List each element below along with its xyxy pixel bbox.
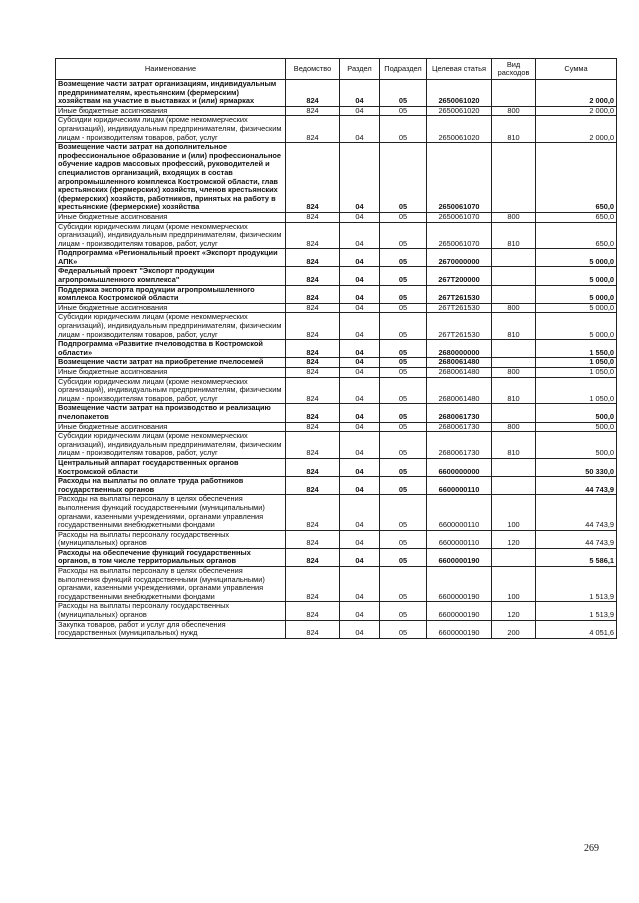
table-header [56,59,617,80]
cell-department: 824 [286,602,340,620]
cell-department: 824 [286,377,340,404]
cell-department: 824 [286,477,340,495]
cell-sum: 500,0 [536,404,617,422]
cell-section: 04 [340,477,380,495]
table-row [56,249,617,267]
cell-sum: 50 330,0 [536,458,617,476]
cell-target-article: 2650061070 [427,212,492,222]
table-row [56,80,617,107]
cell-department: 824 [286,422,340,432]
table-row [56,377,617,404]
cell-name: Поддержка экспорта продукции агропромышленного комплекса Костромской области [56,285,286,303]
cell-department: 824 [286,116,340,143]
cell-department: 824 [286,340,340,358]
cell-name: Расходы на выплаты персоналу государственных (муниципальных) органов [56,602,286,620]
cell-sum: 44 743,9 [536,477,617,495]
table-row [56,340,617,358]
cell-section: 04 [340,313,380,340]
table-row [56,285,617,303]
table-row [56,267,617,285]
cell-sum: 44 743,9 [536,530,617,548]
cell-sum: 5 000,0 [536,303,617,313]
cell-department: 824 [286,285,340,303]
cell-department: 824 [286,249,340,267]
cell-section: 04 [340,285,380,303]
cell-section: 04 [340,303,380,313]
cell-sum: 500,0 [536,432,617,459]
cell-expense-type: 200 [492,620,536,638]
cell-section: 04 [340,80,380,107]
cell-subsection: 05 [380,422,427,432]
header-row [56,59,617,80]
cell-section: 04 [340,249,380,267]
cell-section: 04 [340,432,380,459]
cell-target-article: 6600000190 [427,567,492,602]
cell-section: 04 [340,602,380,620]
table-row [56,212,617,222]
cell-department: 824 [286,620,340,638]
cell-subsection: 05 [380,495,427,530]
cell-sum: 1 050,0 [536,377,617,404]
cell-sum: 1 513,9 [536,567,617,602]
cell-section: 04 [340,340,380,358]
cell-target-article: 2650061070 [427,143,492,213]
header-section: Раздел [340,59,380,80]
table-row [56,222,617,249]
table-row [56,530,617,548]
cell-name: Иные бюджетные ассигнования [56,368,286,378]
table-row [56,495,617,530]
cell-department: 824 [286,567,340,602]
cell-expense-type [492,249,536,267]
cell-name: Иные бюджетные ассигнования [56,422,286,432]
cell-target-article: 267T261530 [427,285,492,303]
cell-expense-type: 120 [492,602,536,620]
cell-target-article: 2650061020 [427,106,492,116]
table-row [56,548,617,566]
cell-expense-type: 810 [492,222,536,249]
cell-expense-type: 120 [492,530,536,548]
table-row [56,313,617,340]
cell-name: Возмещение части затрат организациям, индивидуальным предпринимателям, крестьянским (фермерским) хозяйствам на участие в выставках и (или) ярмарках [56,80,286,107]
cell-subsection: 05 [380,106,427,116]
cell-name: Расходы на обеспечение функций государственных органов, в том числе территориальных органов [56,548,286,566]
cell-name: Иные бюджетные ассигнования [56,212,286,222]
cell-name: Расходы на выплаты персоналу государственных (муниципальных) органов [56,530,286,548]
cell-department: 824 [286,548,340,566]
cell-subsection: 05 [380,116,427,143]
cell-target-article: 267T261530 [427,303,492,313]
cell-expense-type [492,548,536,566]
cell-target-article: 2650061070 [427,222,492,249]
cell-section: 04 [340,106,380,116]
cell-expense-type: 810 [492,377,536,404]
cell-target-article: 2650061020 [427,80,492,107]
cell-subsection: 05 [380,340,427,358]
cell-target-article: 6600000190 [427,602,492,620]
cell-subsection: 05 [380,358,427,368]
cell-target-article: 2680061480 [427,377,492,404]
cell-section: 04 [340,377,380,404]
cell-department: 824 [286,267,340,285]
cell-name: Расходы на выплаты персоналу в целях обеспечения выполнения функций государственными (муниципальными) органами, казенными учреждениями, органами управления государственными внебюджетными фондами [56,495,286,530]
cell-section: 04 [340,567,380,602]
cell-expense-type: 800 [492,106,536,116]
cell-sum: 1 050,0 [536,368,617,378]
cell-department: 824 [286,303,340,313]
cell-expense-type: 810 [492,116,536,143]
cell-target-article: 6600000110 [427,530,492,548]
cell-subsection: 05 [380,404,427,422]
cell-name: Иные бюджетные ассигнования [56,106,286,116]
cell-name: Возмещение части затрат на приобретение пчелосемей [56,358,286,368]
cell-department: 824 [286,404,340,422]
cell-department: 824 [286,368,340,378]
table-row [56,404,617,422]
cell-sum: 2 000,0 [536,80,617,107]
cell-subsection: 05 [380,313,427,340]
page-number: 269 [584,843,599,854]
cell-expense-type: 800 [492,368,536,378]
table-row [56,602,617,620]
cell-section: 04 [340,404,380,422]
cell-target-article: 6600000190 [427,548,492,566]
cell-department: 824 [286,313,340,340]
cell-sum: 650,0 [536,143,617,213]
cell-target-article: 2650061020 [427,116,492,143]
cell-name: Иные бюджетные ассигнования [56,303,286,313]
table-row [56,620,617,638]
cell-name: Возмещение части затрат на производство и реализацию пчелопакетов [56,404,286,422]
cell-subsection: 05 [380,548,427,566]
cell-department: 824 [286,222,340,249]
cell-expense-type: 100 [492,495,536,530]
cell-sum: 1 513,9 [536,602,617,620]
cell-name: Подпрограмма «Развитие пчеловодства в Костромской области» [56,340,286,358]
cell-section: 04 [340,368,380,378]
cell-department: 824 [286,212,340,222]
cell-name: Субсидии юридическим лицам (кроме некоммерческих организаций), индивидуальным предпринимателям, физическим лицам - производителям товаров, работ, услуг [56,313,286,340]
cell-subsection: 05 [380,285,427,303]
cell-subsection: 05 [380,222,427,249]
cell-section: 04 [340,548,380,566]
cell-section: 04 [340,620,380,638]
cell-sum: 5 586,1 [536,548,617,566]
table-row [56,458,617,476]
cell-expense-type [492,404,536,422]
cell-target-article: 267T261530 [427,313,492,340]
cell-name: Расходы на выплаты по оплате труда работников государственных органов [56,477,286,495]
cell-name: Субсидии юридическим лицам (кроме некоммерческих организаций), индивидуальным предпринимателям, физическим лицам - производителям товаров, работ, услуг [56,377,286,404]
cell-name: Субсидии юридическим лицам (кроме некоммерческих организаций), индивидуальным предпринимателям, физическим лицам - производителям товаров, работ, услуг [56,222,286,249]
cell-expense-type: 800 [492,303,536,313]
cell-name: Федеральный проект "Экспорт продукции агропромышленного комплекса" [56,267,286,285]
cell-target-article: 6600000190 [427,620,492,638]
table-row [56,368,617,378]
header-target-article: Целевая статья [427,59,492,80]
cell-sum: 44 743,9 [536,495,617,530]
cell-sum: 5 000,0 [536,267,617,285]
cell-sum: 4 051,6 [536,620,617,638]
cell-name: Субсидии юридическим лицам (кроме некоммерческих организаций), индивидуальным предпринимателям, физическим лицам - производителям товаров, работ, услуг [56,116,286,143]
cell-target-article: 2680061730 [427,404,492,422]
cell-department: 824 [286,106,340,116]
cell-target-article: 6600000000 [427,458,492,476]
cell-expense-type: 100 [492,567,536,602]
cell-sum: 500,0 [536,422,617,432]
cell-name: Возмещение части затрат на дополнительное профессиональное образование и (или) профессиональное обучение кадров массовых профессий, руководителей и специалистов организаций, входящих в состав агропромышленного комплекса Костромской области, глав крестьянских (фермерских) хозяйств, членов крестьянских (фермерских) хозяйств, работников, принятых на работу в крестьянские (фермерские) хозяйства [56,143,286,213]
cell-department: 824 [286,80,340,107]
cell-target-article: 267T200000 [427,267,492,285]
table-row [56,116,617,143]
cell-sum: 5 000,0 [536,313,617,340]
cell-expense-type [492,340,536,358]
cell-section: 04 [340,267,380,285]
cell-subsection: 05 [380,458,427,476]
cell-sum: 5 000,0 [536,249,617,267]
table-body [56,80,617,639]
cell-section: 04 [340,116,380,143]
cell-name: Центральный аппарат государственных органов Костромской области [56,458,286,476]
cell-expense-type [492,143,536,213]
cell-name: Субсидии юридическим лицам (кроме некоммерческих организаций), индивидуальным предпринимателям, физическим лицам - производителям товаров, работ, услуг [56,432,286,459]
cell-expense-type [492,477,536,495]
cell-department: 824 [286,432,340,459]
cell-target-article: 6600000110 [427,495,492,530]
cell-subsection: 05 [380,477,427,495]
cell-expense-type [492,285,536,303]
cell-target-article: 2680061480 [427,358,492,368]
cell-expense-type [492,267,536,285]
cell-expense-type: 800 [492,422,536,432]
cell-subsection: 05 [380,143,427,213]
header-expense-type: Вид расходов [492,59,536,80]
cell-expense-type: 810 [492,313,536,340]
table-row [56,432,617,459]
cell-target-article: 2680061730 [427,422,492,432]
header-sum: Сумма [536,59,617,80]
cell-target-article: 2670000000 [427,249,492,267]
table-row [56,567,617,602]
cell-subsection: 05 [380,368,427,378]
cell-section: 04 [340,422,380,432]
cell-section: 04 [340,212,380,222]
cell-department: 824 [286,530,340,548]
cell-name: Подпрограмма «Региональный проект «Экспорт продукции АПК» [56,249,286,267]
cell-section: 04 [340,495,380,530]
cell-subsection: 05 [380,567,427,602]
cell-name: Закупка товаров, работ и услуг для обеспечения государственных (муниципальных) нужд [56,620,286,638]
cell-sum: 650,0 [536,212,617,222]
cell-section: 04 [340,222,380,249]
cell-target-article: 2680000000 [427,340,492,358]
cell-target-article: 2680061730 [427,432,492,459]
cell-sum: 2 000,0 [536,116,617,143]
cell-subsection: 05 [380,267,427,285]
budget-table-sheet [55,58,616,639]
header-department: Ведомство [286,59,340,80]
table-row [56,143,617,213]
cell-department: 824 [286,495,340,530]
cell-expense-type: 800 [492,212,536,222]
cell-target-article: 6600000110 [427,477,492,495]
cell-subsection: 05 [380,80,427,107]
cell-section: 04 [340,458,380,476]
cell-subsection: 05 [380,212,427,222]
cell-subsection: 05 [380,303,427,313]
cell-expense-type: 810 [492,432,536,459]
cell-expense-type [492,458,536,476]
cell-section: 04 [340,530,380,548]
cell-subsection: 05 [380,432,427,459]
cell-subsection: 05 [380,377,427,404]
cell-department: 824 [286,458,340,476]
cell-subsection: 05 [380,530,427,548]
header-name: Наименование [56,59,286,80]
cell-sum: 650,0 [536,222,617,249]
cell-target-article: 2680061480 [427,368,492,378]
header-subsection: Подраздел [380,59,427,80]
cell-department: 824 [286,143,340,213]
cell-sum: 1 550,0 [536,340,617,358]
cell-expense-type [492,80,536,107]
cell-sum: 1 050,0 [536,358,617,368]
cell-subsection: 05 [380,620,427,638]
cell-department: 824 [286,358,340,368]
cell-section: 04 [340,143,380,213]
cell-sum: 5 000,0 [536,285,617,303]
cell-subsection: 05 [380,602,427,620]
cell-subsection: 05 [380,249,427,267]
table-row [56,477,617,495]
budget-table [55,58,617,639]
cell-sum: 2 000,0 [536,106,617,116]
cell-section: 04 [340,358,380,368]
cell-name: Расходы на выплаты персоналу в целях обеспечения выполнения функций государственными (муниципальными) органами, казенными учреждениями, органами управления государственными внебюджетными фондами [56,567,286,602]
